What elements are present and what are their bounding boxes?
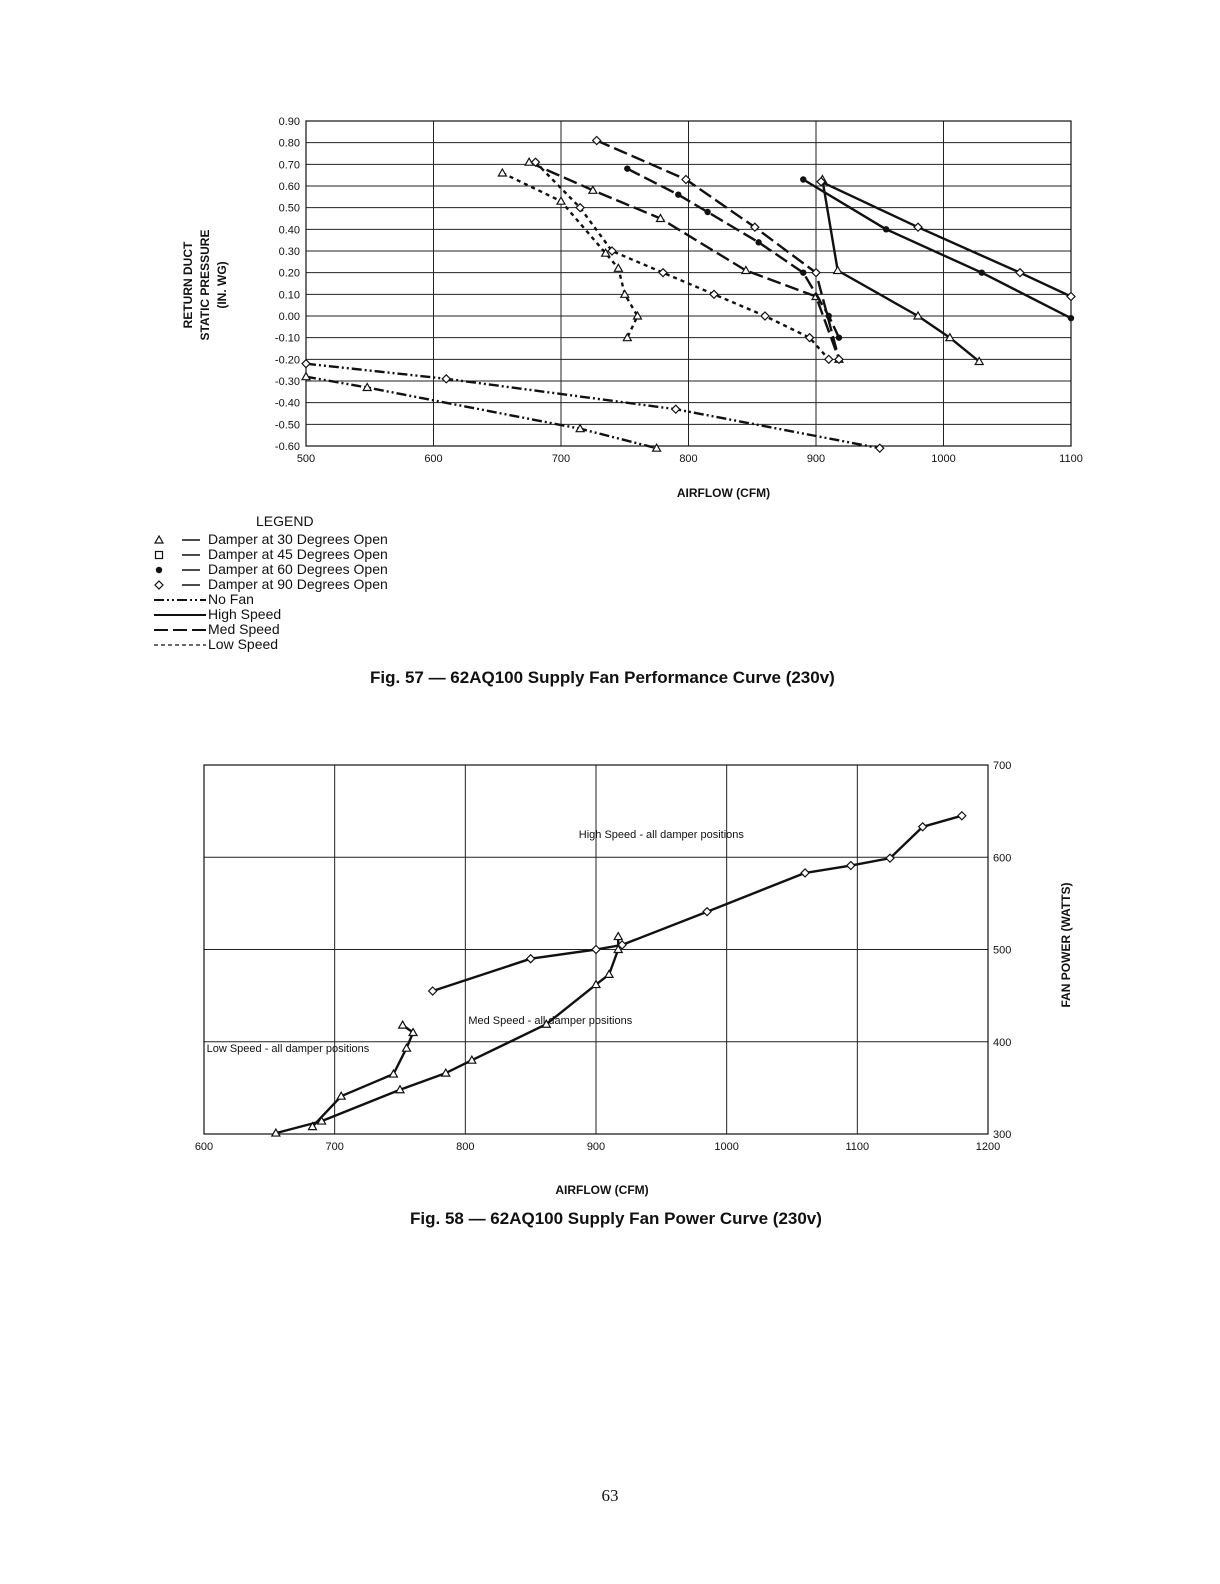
legend-item — [152, 622, 388, 637]
data-point — [403, 1044, 411, 1051]
x-tick-label: 600 — [194, 1141, 214, 1153]
y-tick-label: -0.40 — [274, 397, 300, 410]
legend-symbol — [152, 563, 208, 577]
square-marker — [156, 551, 163, 558]
data-point — [958, 812, 966, 820]
x-tick-label: 900 — [586, 1141, 606, 1153]
annotation-label: Med Speed - all damper positions — [468, 1015, 633, 1028]
y-axis-title-line: STATIC PRESSURE — [198, 229, 212, 341]
legend-symbol — [152, 593, 208, 607]
x-tick-label: 1100 — [1059, 453, 1083, 465]
x-axis-title: AIRFLOW (CFM) — [555, 1183, 649, 1197]
low-icon — [152, 638, 208, 652]
diamond-icon — [152, 578, 208, 592]
y-tick-label: 0.40 — [278, 224, 300, 237]
page-number: 63 — [601, 1486, 619, 1505]
series-line — [433, 816, 962, 991]
data-point — [527, 955, 535, 963]
x-tick-label: 700 — [325, 1141, 344, 1153]
y-tick-label: 500 — [993, 944, 1012, 957]
y-tick-label: 0.50 — [278, 202, 300, 215]
data-point — [703, 908, 711, 916]
y-tick-label: -0.10 — [274, 332, 300, 345]
x-tick-label: 500 — [296, 453, 316, 465]
y-tick-label: 0.60 — [278, 181, 300, 193]
y-axis-title-line: (IN. WG) — [215, 261, 229, 309]
y-tick-label: 0.70 — [278, 159, 300, 172]
y-tick-label: 600 — [993, 852, 1012, 865]
legend-item — [152, 547, 388, 562]
high-icon — [152, 608, 208, 622]
x-tick-label: 800 — [679, 453, 698, 465]
square-icon — [152, 548, 208, 562]
y-tick-label: 0.30 — [278, 246, 300, 258]
legend-item — [152, 562, 388, 577]
legend-label: Low Speed — [208, 636, 279, 652]
data-point — [429, 987, 437, 995]
x-tick-label: 600 — [424, 453, 443, 465]
legend-label: Damper at 90 Degrees Open — [208, 576, 388, 592]
legend-label: Damper at 45 Degrees Open — [208, 546, 388, 562]
y-tick-label: -0.30 — [274, 376, 300, 388]
diamond-marker — [155, 581, 163, 589]
fig57-caption: Fig. 57 — 62AQ100 Supply Fan Performance Curve (230v) — [370, 668, 835, 687]
y-tick-label: 700 — [993, 760, 1012, 772]
x-tick-label: 700 — [551, 453, 571, 465]
y-tick-label: 400 — [993, 1036, 1012, 1049]
y-tick-label: 0.20 — [278, 267, 300, 280]
data-point — [605, 970, 613, 977]
y-tick-label: 0.00 — [278, 311, 300, 323]
legend-label: Damper at 60 Degrees Open — [208, 561, 388, 577]
y-tick-label: 300 — [993, 1129, 1012, 1141]
y-tick-label: 0.90 — [278, 116, 300, 128]
annotation-label: High Speed - all damper positions — [578, 828, 744, 841]
series-line — [276, 937, 618, 1134]
x-axis-title: AIRFLOW (CFM) — [676, 486, 771, 500]
legend-label: Med Speed — [208, 621, 280, 637]
data-point — [592, 946, 600, 954]
data-point — [614, 933, 622, 940]
x-tick-label: 1100 — [845, 1141, 870, 1153]
legend-title: LEGEND — [256, 513, 314, 529]
legend-item — [152, 592, 388, 607]
x-tick-label: 1200 — [975, 1141, 1001, 1153]
y-tick-label: 0.10 — [278, 289, 300, 302]
y-tick-label: 0.80 — [278, 137, 300, 150]
legend-item — [152, 577, 388, 592]
legend-symbol — [152, 533, 208, 547]
med-icon — [152, 623, 208, 637]
legend-symbol — [152, 638, 208, 652]
x-tick-label: 1000 — [931, 453, 956, 465]
x-tick-label: 1000 — [714, 1141, 739, 1153]
data-point — [847, 862, 855, 870]
circle-icon — [152, 563, 208, 577]
legend-symbol — [152, 578, 208, 592]
legend-label: Damper at 30 Degrees Open — [208, 531, 388, 547]
y-tick-label: -0.60 — [274, 441, 300, 453]
legend-label: High Speed — [208, 606, 282, 622]
series-1 — [272, 933, 622, 1136]
legend-label: No Fan — [208, 591, 254, 607]
annotation-label: Low Speed - all damper positions — [206, 1042, 370, 1055]
x-tick-label: 900 — [806, 453, 826, 465]
y-tick-label: -0.50 — [274, 419, 300, 432]
legend — [152, 514, 388, 652]
x-tick-label: 800 — [456, 1141, 475, 1153]
series-line — [313, 1025, 414, 1127]
legend-symbol — [152, 623, 208, 637]
circle-marker — [156, 566, 162, 572]
triangle-icon — [152, 533, 208, 547]
y-axis-title: FAN POWER (WATTS) — [1059, 882, 1073, 1008]
data-point — [399, 1021, 407, 1028]
legend-symbol — [152, 548, 208, 562]
y-axis-title-line: RETURN DUCT — [181, 241, 195, 329]
data-point — [801, 869, 809, 877]
fig58-caption: Fig. 58 — 62AQ100 Supply Fan Power Curve (230v) — [410, 1209, 822, 1228]
y-tick-label: -0.20 — [274, 354, 300, 367]
legend-symbol — [152, 608, 208, 622]
legend-item — [152, 607, 388, 622]
nofan-icon — [152, 593, 208, 607]
triangle-marker — [155, 536, 163, 543]
series-2 — [308, 1021, 417, 1129]
legend-item — [152, 532, 388, 547]
legend-item — [152, 637, 388, 652]
